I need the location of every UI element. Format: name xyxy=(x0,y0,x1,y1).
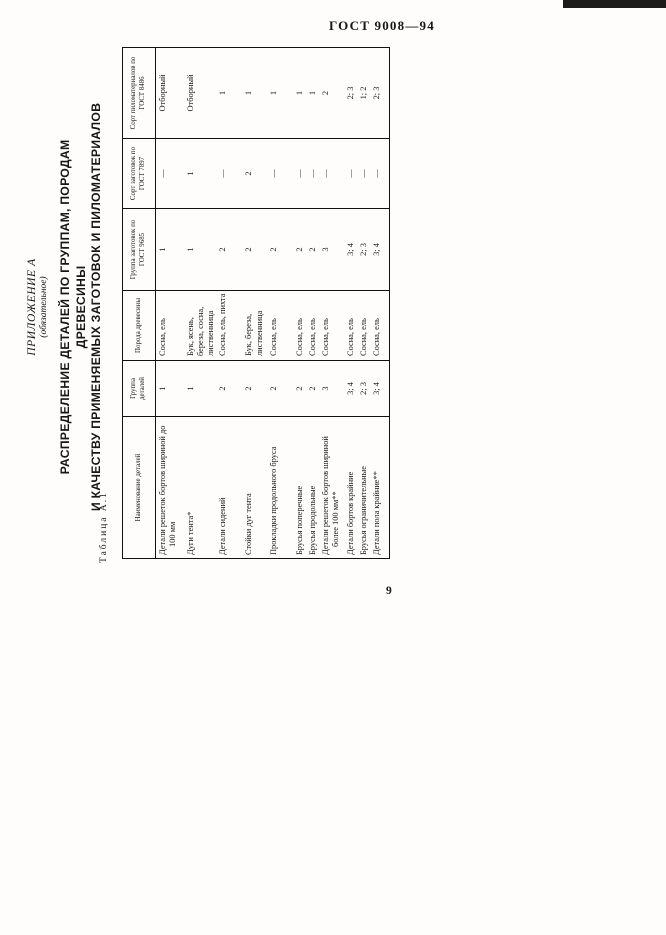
header-blank-grade: Сорт заготовок по ГОСТ 7897 xyxy=(123,139,156,209)
cell-blank-group: 3; 4 xyxy=(370,209,390,291)
table-row xyxy=(156,48,184,559)
appendix-header xyxy=(26,97,105,517)
cell-part-name: Детали сидений xyxy=(216,417,242,559)
cell-lumber-grade: Отборный xyxy=(184,48,217,139)
cell-lumber-grade: 1 xyxy=(267,48,293,139)
cell-blank-grade: — xyxy=(306,139,319,209)
cell-wood-species: Сосна, ель xyxy=(319,291,344,361)
cell-blank-group: 2; 3 xyxy=(357,209,370,291)
cell-lumber-grade: 1; 2 xyxy=(357,48,370,139)
table-caption: Таблица А.1 xyxy=(99,491,109,563)
cell-detail-group: 2 xyxy=(306,361,319,417)
cell-blank-grade: — xyxy=(357,139,370,209)
cell-blank-group: 1 xyxy=(156,209,184,291)
cell-blank-grade: — xyxy=(370,139,390,209)
cell-part-name: Стойки дуг тента xyxy=(242,417,267,559)
cell-lumber-grade: Отборный xyxy=(156,48,184,139)
cell-part-name: Прокладки продольного бруса xyxy=(267,417,293,559)
cell-blank-group: 2 xyxy=(267,209,293,291)
cell-detail-group: 2 xyxy=(293,361,305,417)
header-wood-species: Порода древесины xyxy=(123,291,156,361)
cell-blank-grade: — xyxy=(156,139,184,209)
table-row xyxy=(242,48,267,559)
cell-lumber-grade: 1 xyxy=(306,48,319,139)
table-body xyxy=(156,48,390,559)
cell-detail-group: 3; 4 xyxy=(344,361,357,417)
cell-wood-species: Сосна, ель xyxy=(156,291,184,361)
cell-wood-species: Сосна, ель xyxy=(306,291,319,361)
cell-detail-group: 2 xyxy=(267,361,293,417)
cell-detail-group: 3 xyxy=(319,361,344,417)
cell-blank-group: 1 xyxy=(184,209,217,291)
cell-detail-group: 1 xyxy=(156,361,184,417)
table-row xyxy=(357,48,370,559)
cell-part-name: Брусья ограничительные xyxy=(357,417,370,559)
cell-part-name: Дуги тента* xyxy=(184,417,217,559)
cell-wood-species: Бук, береза, лиственница xyxy=(242,291,267,361)
cell-blank-group: 2 xyxy=(216,209,242,291)
cell-part-name: Детали решеток бортов шириной более 100 мм** xyxy=(319,417,344,559)
cell-blank-group: 3 xyxy=(319,209,344,291)
table-row xyxy=(319,48,344,559)
cell-part-name: Детали пола крайние** xyxy=(370,417,390,559)
cell-blank-group: 2 xyxy=(242,209,267,291)
cell-lumber-grade: 2; 3 xyxy=(370,48,390,139)
header-part-name: Наименование деталей xyxy=(123,417,156,559)
header-lumber-grade: Сорт пиломатериалов по ГОСТ 8486 xyxy=(123,48,156,139)
cell-wood-species: Сосна, ель xyxy=(357,291,370,361)
table-container xyxy=(122,47,390,559)
page-number: 9 xyxy=(386,585,392,597)
cell-blank-grade: 2 xyxy=(242,139,267,209)
cell-wood-species: Сосна, ель xyxy=(344,291,357,361)
appendix-label: ПРИЛОЖЕНИЕ А xyxy=(26,258,38,356)
cell-detail-group: 3; 4 xyxy=(370,361,390,417)
table-row xyxy=(306,48,319,559)
cell-part-name: Брусья продольные xyxy=(306,417,319,559)
header-detail-group: Группа деталей xyxy=(123,361,156,417)
cell-part-name: Брусья поперечные xyxy=(293,417,305,559)
cell-blank-grade: — xyxy=(344,139,357,209)
table-row xyxy=(267,48,293,559)
cell-lumber-grade: 1 xyxy=(293,48,305,139)
table-row xyxy=(184,48,217,559)
table-header-row xyxy=(123,48,156,559)
table-row xyxy=(216,48,242,559)
table-row xyxy=(370,48,390,559)
cell-blank-grade: 1 xyxy=(184,139,217,209)
cell-lumber-grade: 2; 3 xyxy=(344,48,357,139)
cell-lumber-grade: 2 xyxy=(319,48,344,139)
cell-blank-grade: — xyxy=(293,139,305,209)
cell-wood-species: Бук, ясень, береза, сосна, лиственница xyxy=(184,291,217,361)
cell-blank-group: 2 xyxy=(293,209,305,291)
cell-lumber-grade: 1 xyxy=(242,48,267,139)
header-blank-group: Группа заготовок по ГОСТ 9685 xyxy=(123,209,156,291)
table-row xyxy=(344,48,357,559)
cell-wood-species: Сосна, ель xyxy=(293,291,305,361)
appendix-title-line1: РАСПРЕДЕЛЕНИЕ ДЕТАЛЕЙ ПО ГРУППАМ, ПОРОДАМ ДРЕВЕСИНЫ xyxy=(58,139,88,475)
cell-blank-group: 3; 4 xyxy=(344,209,357,291)
parts-distribution-table xyxy=(122,47,390,559)
cell-detail-group: 2 xyxy=(242,361,267,417)
cell-detail-group: 2 xyxy=(216,361,242,417)
cell-detail-group: 1 xyxy=(184,361,217,417)
cell-blank-group: 2 xyxy=(306,209,319,291)
cell-lumber-grade: 1 xyxy=(216,48,242,139)
cell-part-name: Детали решеток бортов шириной до 100 мм xyxy=(156,417,184,559)
cell-part-name: Детали бортов крайние xyxy=(344,417,357,559)
table-row xyxy=(293,48,305,559)
cell-detail-group: 2; 3 xyxy=(357,361,370,417)
cell-wood-species: Сосна, ель, пихта xyxy=(216,291,242,361)
document-number: ГОСТ 9008—94 xyxy=(329,18,435,33)
cell-blank-grade: — xyxy=(216,139,242,209)
cell-wood-species: Сосна, ель xyxy=(370,291,390,361)
appendix-note: (обязательное) xyxy=(39,276,49,338)
cell-blank-grade: — xyxy=(319,139,344,209)
cell-wood-species: Сосна, ель xyxy=(267,291,293,361)
appendix-title-line2: И КАЧЕСТВУ ПРИМЕНЯЕМЫХ ЗАГОТОВОК И ПИЛОМАТЕРИАЛОВ xyxy=(89,102,103,512)
cell-blank-grade: — xyxy=(267,139,293,209)
appendix-title xyxy=(58,97,105,517)
